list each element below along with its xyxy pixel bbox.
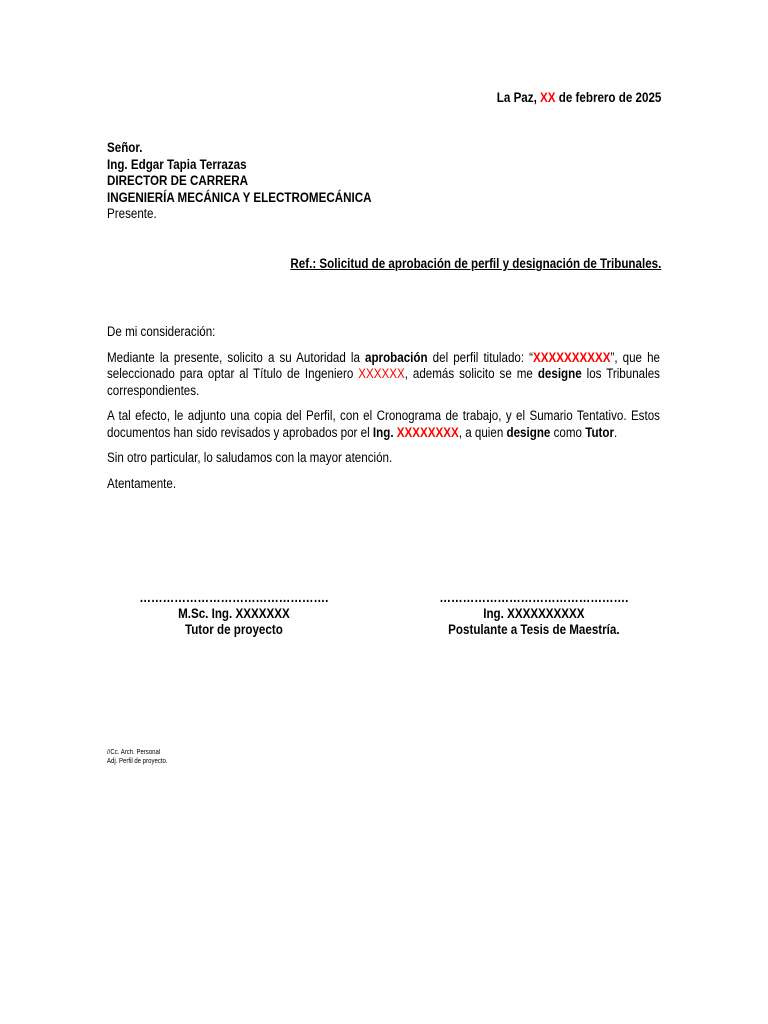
greeting: De mi consideración: <box>107 324 216 339</box>
addressee-name: Ing. Edgar Tapia Terrazas <box>107 156 247 172</box>
letter-body <box>107 324 660 501</box>
signature-tutor <box>104 590 364 638</box>
signature-line-left: …………………………………………. <box>139 590 329 605</box>
date-suffix: de febrero de 2025 <box>555 90 661 105</box>
signature-applicant <box>404 590 664 638</box>
degree-placeholder: XXXXXX <box>358 366 405 381</box>
addressee-block <box>107 140 415 223</box>
title-placeholder: XXXXXXXXXX <box>533 349 611 365</box>
date-day-placeholder: XX <box>539 90 556 105</box>
paragraph-1: Mediante la presente, solicito a su Autoridad la aprobación del perfil titulado: “XXXXXXXXXX”, que he seleccionado para optar al Título de Ingeniero XXXXXX, además solicito se me designe los Tribunales correspondientes. <box>107 349 660 398</box>
paragraph-2: A tal efecto, le adjunto una copia del Perfil, con el Cronograma de trabajo, y el Sumario Tentativo. Estos documentos han sido revisados y aprobados por el Ing. XXXXXXXX, a quien designe como Tutor. <box>107 408 660 440</box>
addressee-salutation: Señor. <box>107 140 143 155</box>
reference-line: Ref.: Solicitud de aprobación de perfil y designación de Tribunales. <box>290 256 661 271</box>
addressee-presente: Presente. <box>107 206 157 221</box>
signature-role-right: Postulante a Tesis de Maestría. <box>448 622 620 637</box>
footer-attachment: Adj. Perfil de proyecto. <box>107 758 168 765</box>
date-prefix: La Paz, <box>496 90 540 105</box>
footer-notes <box>107 748 168 766</box>
signature-name-right: Ing. XXXXXXXXXX <box>483 606 585 621</box>
addressee-department: INGENIERÍA MECÁNICA Y ELECTROMECÁNICA <box>107 189 372 205</box>
paragraph-3: Sin otro particular, lo saludamos con la mayor atención. <box>107 450 393 465</box>
footer-cc: //Cc. Arch. Personal <box>107 749 161 756</box>
addressee-position: DIRECTOR DE CARRERA <box>107 173 249 188</box>
signature-line-right: …………………………………………. <box>439 590 629 605</box>
closing: Atentamente. <box>107 475 177 491</box>
tutor-placeholder: XXXXXXXX <box>396 424 459 440</box>
signature-role-left: Tutor de proyecto <box>185 622 283 637</box>
date-line <box>496 90 661 105</box>
signature-name-left: M.Sc. Ing. XXXXXXX <box>178 606 290 621</box>
